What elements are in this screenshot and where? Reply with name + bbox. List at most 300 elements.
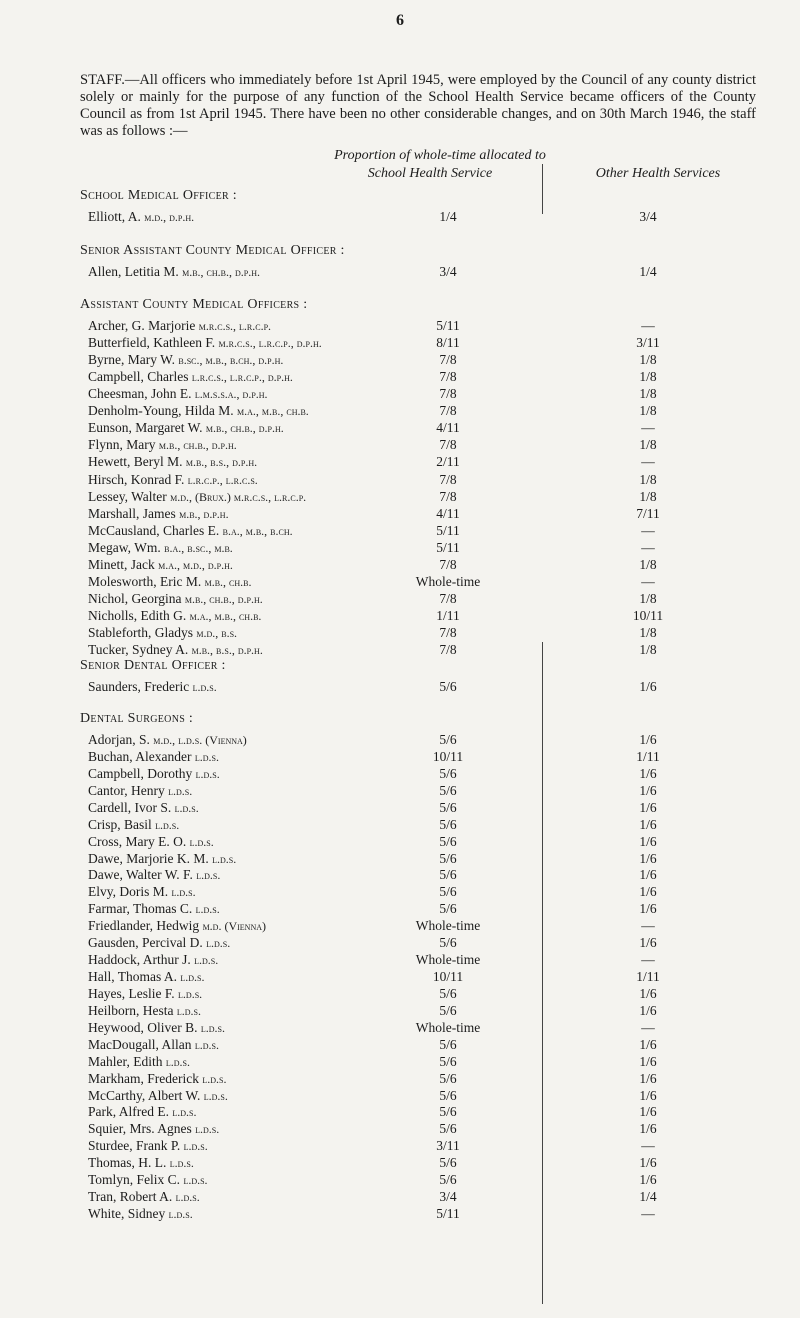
staff-qualifications: l.d.s.	[200, 1020, 225, 1035]
staff-qualifications: l.d.s.	[194, 953, 219, 968]
staff-name-text: Tucker, Sydney A.	[88, 642, 192, 658]
staff-row	[88, 766, 788, 783]
staff-name-text: Molesworth, Eric M.	[88, 573, 205, 589]
school-health-proportion: 5/6	[439, 1104, 457, 1120]
school-health-proportion: 1/11	[436, 608, 460, 624]
other-health-proportion: —	[641, 1138, 655, 1154]
school-health-proportion: 5/6	[439, 850, 457, 866]
other-health-proportion: 1/6	[639, 1121, 657, 1137]
other-health-proportion: 3/11	[636, 335, 660, 351]
staff-name-text: Gausden, Percival D.	[88, 935, 207, 951]
staff-qualifications: l.r.c.s., l.r.c.p., d.p.h.	[191, 370, 293, 385]
staff-name	[88, 472, 258, 488]
staff-qualifications: l.d.s.	[155, 817, 180, 832]
proportion-heading: Proportion of whole-time allocated to	[334, 148, 546, 163]
school-health-proportion: 7/8	[439, 352, 457, 368]
staff-name	[88, 540, 233, 556]
staff-name	[88, 1054, 190, 1070]
staff-qualifications: l.d.s.	[194, 1037, 219, 1052]
staff-name	[88, 901, 220, 917]
school-health-proportion: 1/4	[439, 209, 457, 224]
school-health-proportion: 3/4	[439, 1189, 457, 1205]
school-health-proportion: 3/4	[439, 264, 457, 279]
staff-name	[88, 817, 179, 833]
staff-qualifications: l.d.s.	[192, 680, 217, 694]
other-health-proportion: 1/6	[639, 884, 657, 900]
other-health-proportion: 1/8	[639, 488, 657, 504]
other-health-proportion: —	[641, 318, 655, 333]
other-health-proportion: 1/8	[639, 437, 657, 453]
staff-name	[88, 318, 271, 334]
staff-name	[88, 867, 220, 883]
staff-name	[88, 386, 268, 402]
staff-qualifications: l.d.s.	[174, 800, 199, 815]
other-health-proportion: 1/6	[639, 1087, 657, 1103]
school-health-proportion: 3/11	[436, 1138, 460, 1154]
staff-row	[88, 901, 788, 918]
other-health-proportion: 1/6	[639, 732, 657, 747]
other-health-proportion: 7/11	[636, 505, 660, 521]
staff-name-text: Nicholls, Edith G.	[88, 608, 190, 624]
staff-row	[88, 1121, 788, 1138]
section-heading: Senior Assistant County Medical Officer :	[80, 243, 345, 258]
staff-qualifications: m.r.c.s., l.r.c.p., d.p.h.	[218, 336, 322, 351]
staff-name	[88, 264, 260, 280]
other-health-proportion: 1/8	[639, 642, 657, 658]
staff-row	[88, 557, 788, 574]
staff-name-text: Thomas, H. L.	[88, 1155, 170, 1171]
school-health-proportion: 10/11	[432, 969, 464, 985]
staff-qualifications: l.d.s.	[195, 902, 220, 917]
school-health-proportion: 5/11	[436, 539, 460, 555]
staff-name	[88, 1155, 194, 1171]
school-health-proportion: 10/11	[432, 748, 464, 764]
staff-name	[88, 1121, 219, 1137]
staff-name	[88, 369, 293, 385]
staff-qualifications: m.b., b.s., d.p.h.	[191, 643, 263, 658]
staff-name	[88, 1003, 201, 1019]
staff-qualifications: l.d.s.	[189, 834, 214, 849]
staff-qualifications: m.b., ch.b., d.p.h.	[158, 438, 237, 453]
other-health-proportion: 1/4	[639, 1189, 657, 1205]
staff-qualifications: m.b., ch.b.	[204, 574, 252, 589]
school-health-proportion: 5/6	[439, 867, 457, 883]
staff-name	[88, 935, 230, 951]
school-health-proportion: 5/6	[439, 732, 457, 747]
staff-row	[88, 834, 788, 851]
school-health-proportion: 7/8	[439, 403, 457, 419]
staff-name	[88, 557, 233, 573]
staff-name	[88, 437, 237, 453]
staff-name	[88, 642, 263, 658]
other-health-proportion: 1/6	[639, 850, 657, 866]
staff-name	[88, 766, 220, 782]
school-health-proportion: Whole-time	[415, 918, 481, 934]
school-health-proportion: 5/6	[439, 679, 457, 694]
staff-name-text: Dawe, Marjorie K. M.	[88, 850, 213, 866]
school-health-proportion: 5/6	[439, 1155, 457, 1171]
section-heading: Dental Surgeons :	[80, 711, 194, 726]
staff-row	[88, 851, 788, 868]
staff-row	[88, 318, 788, 335]
other-health-proportion: 3/4	[639, 209, 657, 224]
staff-qualifications: m.d., (Brux.) m.r.c.s., l.r.c.p.	[170, 489, 307, 504]
staff-name	[88, 625, 237, 641]
school-health-proportion: 5/11	[436, 522, 460, 538]
other-health-proportion: 1/8	[639, 590, 657, 606]
staff-row	[88, 1172, 788, 1189]
other-health-proportion: 1/6	[639, 985, 657, 1001]
other-health-proportion: 1/6	[639, 679, 657, 694]
other-health-proportion: 1/8	[639, 352, 657, 368]
staff-name	[88, 969, 205, 985]
staff-name-text: Mahler, Edith	[88, 1053, 166, 1069]
staff-name	[88, 986, 202, 1002]
school-health-proportion: 7/8	[439, 369, 457, 385]
staff-row	[88, 969, 788, 986]
staff-row	[88, 1037, 788, 1054]
staff-name	[88, 335, 322, 351]
staff-name-text: Crisp, Basil	[88, 816, 156, 832]
school-health-proportion: 5/6	[439, 1002, 457, 1018]
staff-qualifications: m.a., m.b., ch.b.	[189, 609, 262, 624]
staff-row	[88, 1206, 788, 1223]
staff-name-text: Friedlander, Hedwig	[88, 918, 203, 934]
other-health-proportion: 1/11	[636, 748, 660, 764]
staff-qualifications: l.d.s.	[195, 766, 220, 781]
staff-name	[88, 1037, 219, 1053]
staff-qualifications: l.d.s.	[202, 1071, 227, 1086]
staff-row	[88, 1138, 788, 1155]
staff-qualifications: m.a., m.d., d.p.h.	[158, 557, 233, 572]
staff-name-text: Cantor, Henry	[88, 782, 169, 798]
staff-name	[88, 489, 306, 505]
staff-name	[88, 918, 266, 934]
staff-qualifications: m.a., m.b., ch.b.	[237, 404, 309, 419]
staff-row	[88, 506, 788, 523]
staff-qualifications: m.b., ch.b., d.p.h.	[184, 591, 263, 606]
staff-name	[88, 1020, 225, 1036]
staff-qualifications: b.a., m.b., b.ch.	[222, 523, 293, 538]
staff-row	[88, 783, 788, 800]
staff-qualifications: l.d.s.	[165, 1054, 190, 1069]
staff-name-text: Hewett, Beryl M.	[88, 454, 186, 470]
school-health-proportion: Whole-time	[415, 952, 481, 968]
staff-name-text: Heywood, Oliver B.	[88, 1019, 201, 1035]
staff-name-text: Buchan, Alexander	[88, 748, 195, 764]
staff-name-text: Dawe, Walter W. F.	[88, 867, 197, 883]
staff-name-text: Allen, Letitia M.	[88, 264, 183, 279]
staff-name-text: Haddock, Arthur J.	[88, 952, 195, 968]
column-header-other-health: Other Health Services	[595, 166, 721, 181]
staff-name	[88, 749, 219, 765]
page-number: 6	[396, 12, 404, 29]
staff-row	[88, 1155, 788, 1172]
staff-row	[88, 679, 788, 696]
staff-qualifications: l.d.s.	[172, 1105, 197, 1120]
staff-qualifications: b.sc., m.b., b.ch., d.p.h.	[178, 353, 284, 368]
school-health-proportion: Whole-time	[415, 573, 481, 589]
other-health-proportion: 1/6	[639, 1172, 657, 1188]
other-health-proportion: 1/8	[639, 556, 657, 572]
staff-qualifications: l.d.s.	[171, 885, 196, 900]
staff-row	[88, 403, 788, 420]
staff-name	[88, 1189, 200, 1205]
staff-name-text: Minett, Jack	[88, 556, 159, 572]
staff-name-text: Elliott, A.	[88, 209, 145, 224]
staff-name	[88, 884, 196, 900]
staff-qualifications: l.d.s.	[168, 1207, 193, 1222]
staff-row	[88, 386, 788, 403]
staff-row	[88, 1054, 788, 1071]
staff-row	[88, 540, 788, 557]
staff-qualifications: l.d.s.	[176, 1003, 201, 1018]
staff-name	[88, 591, 263, 607]
staff-qualifications: l.d.s.	[169, 1156, 194, 1171]
school-health-proportion: 5/6	[439, 765, 457, 781]
other-health-proportion: 1/6	[639, 1036, 657, 1052]
staff-name-text: MacDougall, Allan	[88, 1036, 195, 1052]
staff-name	[88, 834, 214, 850]
column-header-school-health: School Health Service	[367, 166, 493, 181]
staff-row	[88, 935, 788, 952]
staff-qualifications: m.b., ch.b., d.p.h.	[205, 421, 284, 436]
staff-name-text: Hayes, Leslie F.	[88, 985, 179, 1001]
staff-name-text: White, Sidney	[88, 1206, 169, 1222]
staff-name	[88, 800, 199, 816]
school-health-proportion: 5/6	[439, 1070, 457, 1086]
staff-name	[88, 454, 257, 470]
staff-name	[88, 506, 229, 522]
other-health-proportion: 10/11	[632, 608, 664, 624]
staff-name-text: Cheesman, John E.	[88, 386, 195, 402]
school-health-proportion: 2/11	[436, 454, 460, 470]
staff-qualifications: l.r.c.p., l.r.c.s.	[187, 472, 258, 487]
staff-row	[88, 884, 788, 901]
school-health-proportion: 4/11	[436, 420, 460, 436]
staff-qualifications: b.a., b.sc., m.b.	[164, 540, 233, 555]
other-health-proportion: —	[641, 573, 655, 589]
other-health-proportion: 1/6	[639, 935, 657, 951]
staff-name-text: Eunson, Margaret W.	[88, 420, 206, 436]
staff-row	[88, 952, 788, 969]
staff-qualifications: l.d.s.	[196, 868, 221, 883]
staff-row	[88, 749, 788, 766]
school-health-proportion: 5/11	[436, 1206, 460, 1222]
staff-qualifications: m.b., ch.b., d.p.h.	[182, 265, 261, 279]
other-health-proportion: —	[641, 1206, 655, 1222]
staff-row	[88, 574, 788, 591]
staff-name-text: Hirsch, Konrad F.	[88, 471, 188, 487]
school-health-proportion: 5/6	[439, 1053, 457, 1069]
staff-row	[88, 335, 788, 352]
other-health-proportion: —	[641, 539, 655, 555]
staff-row	[88, 420, 788, 437]
staff-name	[88, 1088, 228, 1104]
column-divider	[542, 642, 543, 1304]
staff-name	[88, 783, 192, 799]
staff-row	[88, 1189, 788, 1206]
staff-row	[88, 867, 788, 884]
other-health-proportion: 1/6	[639, 901, 657, 917]
other-health-proportion: —	[641, 420, 655, 436]
other-health-proportion: 1/6	[639, 1070, 657, 1086]
staff-row	[88, 209, 788, 226]
staff-name	[88, 1206, 193, 1222]
staff-name-text: Heilborn, Hesta	[88, 1002, 177, 1018]
staff-qualifications: l.d.s.	[203, 1088, 228, 1103]
school-health-proportion: 7/8	[439, 471, 457, 487]
school-health-proportion: 7/8	[439, 556, 457, 572]
school-health-proportion: 5/6	[439, 935, 457, 951]
staff-name	[88, 1104, 196, 1120]
other-health-proportion: 1/4	[639, 264, 657, 279]
staff-name-text: Campbell, Dorothy	[88, 765, 196, 781]
staff-row	[88, 625, 788, 642]
staff-name-text: McCarthy, Albert W.	[88, 1087, 204, 1103]
other-health-proportion: —	[641, 952, 655, 968]
other-health-proportion: 1/6	[639, 1053, 657, 1069]
staff-row	[88, 264, 788, 281]
school-health-proportion: 7/8	[439, 625, 457, 641]
staff-qualifications: l.d.s.	[175, 1190, 200, 1205]
staff-qualifications: m.d., d.p.h.	[144, 210, 195, 224]
staff-name-text: Hall, Thomas A.	[88, 969, 181, 985]
staff-qualifications: l.d.s.	[212, 851, 237, 866]
staff-qualifications: l.d.s.	[180, 970, 205, 985]
staff-name-text: Markham, Frederick	[88, 1070, 203, 1086]
school-health-proportion: 7/8	[439, 590, 457, 606]
other-health-proportion: —	[641, 522, 655, 538]
staff-name	[88, 352, 283, 368]
staff-row	[88, 1020, 788, 1037]
school-health-proportion: 7/8	[439, 488, 457, 504]
other-health-proportion: 1/6	[639, 1104, 657, 1120]
staff-row	[88, 1071, 788, 1088]
staff-name-text: Nichol, Georgina	[88, 590, 185, 606]
staff-name-text: Tran, Robert A.	[88, 1189, 176, 1205]
staff-qualifications: m.d., b.s.	[196, 626, 238, 641]
other-health-proportion: 1/6	[639, 782, 657, 798]
school-health-proportion: 5/11	[436, 318, 460, 333]
staff-row	[88, 608, 788, 625]
staff-name	[88, 608, 261, 624]
school-health-proportion: 5/6	[439, 884, 457, 900]
other-health-proportion: 1/8	[639, 471, 657, 487]
staff-name-text: Elvy, Doris M.	[88, 884, 172, 900]
other-health-proportion: 1/6	[639, 1155, 657, 1171]
staff-qualifications: l.d.s.	[206, 936, 231, 951]
staff-name	[88, 679, 217, 695]
school-health-proportion: 5/6	[439, 985, 457, 1001]
staff-name-text: Marshall, James	[88, 505, 180, 521]
other-health-proportion: —	[641, 454, 655, 470]
staff-qualifications: m.d. (Vienna)	[202, 919, 266, 934]
staff-row	[88, 352, 788, 369]
school-health-proportion: Whole-time	[415, 1019, 481, 1035]
staff-name-text: Cardell, Ivor S.	[88, 799, 175, 815]
staff-name	[88, 732, 247, 748]
staff-row	[88, 1104, 788, 1121]
other-health-proportion: 1/8	[639, 386, 657, 402]
school-health-proportion: 7/8	[439, 642, 457, 658]
staff-row	[88, 642, 788, 659]
staff-name	[88, 420, 284, 436]
staff-qualifications: l.d.s.	[195, 1122, 220, 1137]
school-health-proportion: 5/6	[439, 833, 457, 849]
section-heading: Assistant County Medical Officers :	[80, 297, 308, 312]
school-health-proportion: 5/6	[439, 799, 457, 815]
section-heading: Senior Dental Officer :	[80, 658, 226, 673]
school-health-proportion: 5/6	[439, 816, 457, 832]
staff-row	[88, 437, 788, 454]
staff-name	[88, 1172, 208, 1188]
staff-name-text: Tomlyn, Felix C.	[88, 1172, 184, 1188]
staff-row	[88, 523, 788, 540]
staff-row	[88, 369, 788, 386]
staff-name	[88, 403, 309, 419]
school-health-proportion: 5/6	[439, 1087, 457, 1103]
staff-name-text: Butterfield, Kathleen F.	[88, 335, 219, 351]
staff-name-text: Squier, Mrs. Agnes	[88, 1121, 196, 1137]
staff-row	[88, 918, 788, 935]
staff-qualifications: l.d.s.	[178, 986, 203, 1001]
other-health-proportion: 1/6	[639, 867, 657, 883]
staff-qualifications: m.b., d.p.h.	[179, 506, 229, 521]
staff-row	[88, 1088, 788, 1105]
staff-qualifications: l.d.s.	[194, 749, 219, 764]
staff-row	[88, 800, 788, 817]
other-health-proportion: 1/6	[639, 765, 657, 781]
school-health-proportion: 8/11	[436, 335, 460, 351]
staff-name	[88, 209, 194, 225]
other-health-proportion: 1/6	[639, 816, 657, 832]
other-health-proportion: 1/6	[639, 1002, 657, 1018]
staff-name-text: Byrne, Mary W.	[88, 352, 179, 368]
staff-name-text: Stableforth, Gladys	[88, 625, 197, 641]
school-health-proportion: 7/8	[439, 437, 457, 453]
staff-qualifications: l.d.s.	[183, 1139, 208, 1154]
staff-name-text: Campbell, Charles	[88, 369, 192, 385]
other-health-proportion: 1/8	[639, 369, 657, 385]
staff-row	[88, 489, 788, 506]
staff-name-text: Saunders, Frederic	[88, 679, 193, 694]
staff-qualifications: l.m.s.s.a., d.p.h.	[194, 387, 268, 402]
staff-row	[88, 1003, 788, 1020]
school-health-proportion: 5/6	[439, 1036, 457, 1052]
school-health-proportion: 5/6	[439, 782, 457, 798]
staff-row	[88, 986, 788, 1003]
staff-name-text: Flynn, Mary	[88, 437, 159, 453]
staff-name-text: McCausland, Charles E.	[88, 522, 223, 538]
other-health-proportion: —	[641, 1019, 655, 1035]
school-health-proportion: 5/6	[439, 1172, 457, 1188]
staff-qualifications: m.r.c.s., l.r.c.p.	[198, 319, 272, 333]
staff-qualifications: m.d., l.d.s. (Vienna)	[153, 733, 247, 747]
staff-name-text: Archer, G. Marjorie	[88, 318, 199, 333]
staff-row	[88, 591, 788, 608]
staff-name-text: Farmar, Thomas C.	[88, 901, 196, 917]
other-health-proportion: 1/6	[639, 833, 657, 849]
staff-name-text: Denholm-Young, Hilda M.	[88, 403, 238, 419]
school-health-proportion: 7/8	[439, 386, 457, 402]
staff-name	[88, 574, 252, 590]
staff-name	[88, 851, 236, 867]
staff-name-text: Megaw, Wm.	[88, 539, 165, 555]
other-health-proportion: 1/8	[639, 403, 657, 419]
staff-row	[88, 454, 788, 471]
staff-name-text: Lessey, Walter	[88, 488, 171, 504]
